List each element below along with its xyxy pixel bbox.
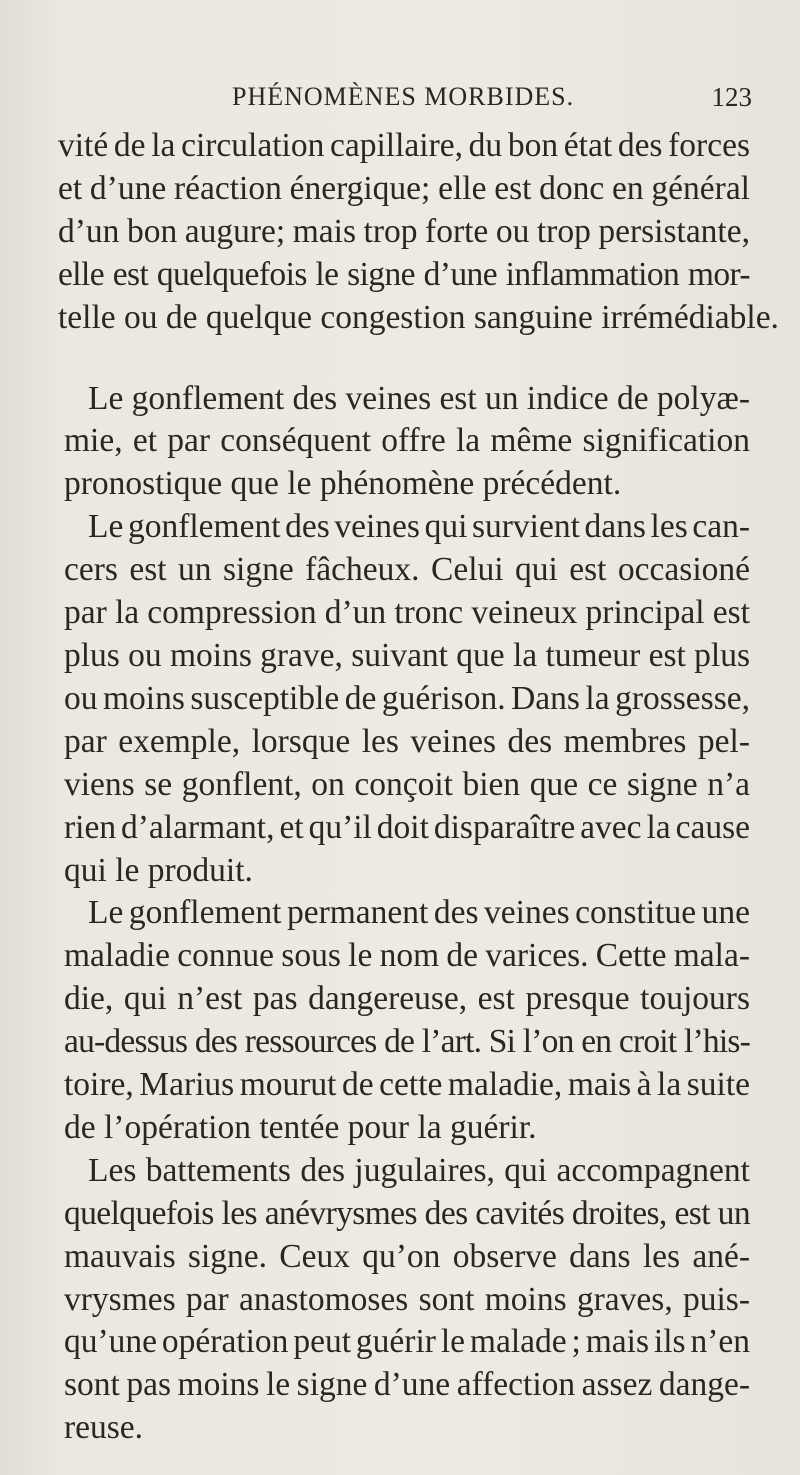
text-line: Le gonflement des veines qui survient dans les can- xyxy=(88,508,750,546)
text-line: de l’opération tentée pour la guérir. xyxy=(64,1108,537,1146)
body-text xyxy=(58,125,779,1450)
text-line: par la compression d’un tronc veineux principal est xyxy=(64,594,750,632)
text-line: maladie connue sous le nom de varices. Cette mala- xyxy=(64,937,750,975)
text-line: plus ou moins grave, suivant que la tumeur est plus xyxy=(64,636,750,674)
page-header xyxy=(232,82,752,122)
text-line: cers est un signe fâcheux. Celui qui est occasioné xyxy=(64,551,750,589)
paragraph xyxy=(58,125,779,340)
text-line: et d’une réaction énergique; elle est donc en général xyxy=(58,169,750,207)
text-line: toire, Marius mourut de cette maladie, mais à la suite xyxy=(64,1066,750,1104)
text-line: qui le produit. xyxy=(64,851,253,889)
text-line: mie, et par conséquent offre la même signification xyxy=(64,422,750,460)
text-line: viens se gonflent, on conçoit bien que ce signe n’a xyxy=(64,765,750,803)
paragraph xyxy=(58,506,750,892)
text-line: qu’une opération peut guérir le malade ; mais ils n’en xyxy=(64,1323,750,1361)
text-line: Le gonflement des veines est un indice de polyæ- xyxy=(88,379,750,417)
text-line: d’un bon augure; mais trop forte ou trop persistante, xyxy=(58,212,750,250)
text-line: rien d’alarmant, et qu’il doit disparaître avec la cause xyxy=(64,808,750,846)
text-line: quelquefois les anévrysmes des cavités droites, est un xyxy=(64,1194,750,1232)
text-line: mauvais signe. Ceux qu’on observe dans les ané- xyxy=(64,1237,750,1275)
paragraph xyxy=(58,892,750,1149)
text-line: reuse. xyxy=(64,1409,144,1447)
paragraph xyxy=(58,1150,750,1450)
text-line: Les battements des jugulaires, qui accompagnent xyxy=(88,1151,750,1189)
text-line: au-dessus des ressources de l’art. Si l’on en croit l’his- xyxy=(64,1023,750,1061)
text-line: telle ou de quelque congestion sanguine irrémédiable. xyxy=(58,298,779,336)
text-line: vité de la circulation capillaire, du bon état des forces xyxy=(58,127,750,164)
text-line: die, qui n’est pas dangereuse, est presque toujours xyxy=(64,980,750,1018)
text-line: pronostique que le phénomène précédent. xyxy=(64,465,622,503)
page-number: 123 xyxy=(711,82,752,112)
text-line: par exemple, lorsque les veines des membres pel- xyxy=(64,722,750,760)
text-line: ou moins susceptible de guérison. Dans la grossesse, xyxy=(64,679,750,717)
text-line: sont pas moins le signe d’une affection assez dange- xyxy=(64,1366,750,1404)
running-head: PHÉNOMÈNES MORBIDES. xyxy=(232,82,575,111)
text-line: elle est quelquefois le signe d’une inflammation mor- xyxy=(58,255,750,293)
text-line: vrysmes par anastomoses sont moins graves, puis- xyxy=(64,1280,750,1318)
paragraph xyxy=(58,378,750,507)
text-line: Le gonflement permanent des veines constitue une xyxy=(88,894,750,932)
